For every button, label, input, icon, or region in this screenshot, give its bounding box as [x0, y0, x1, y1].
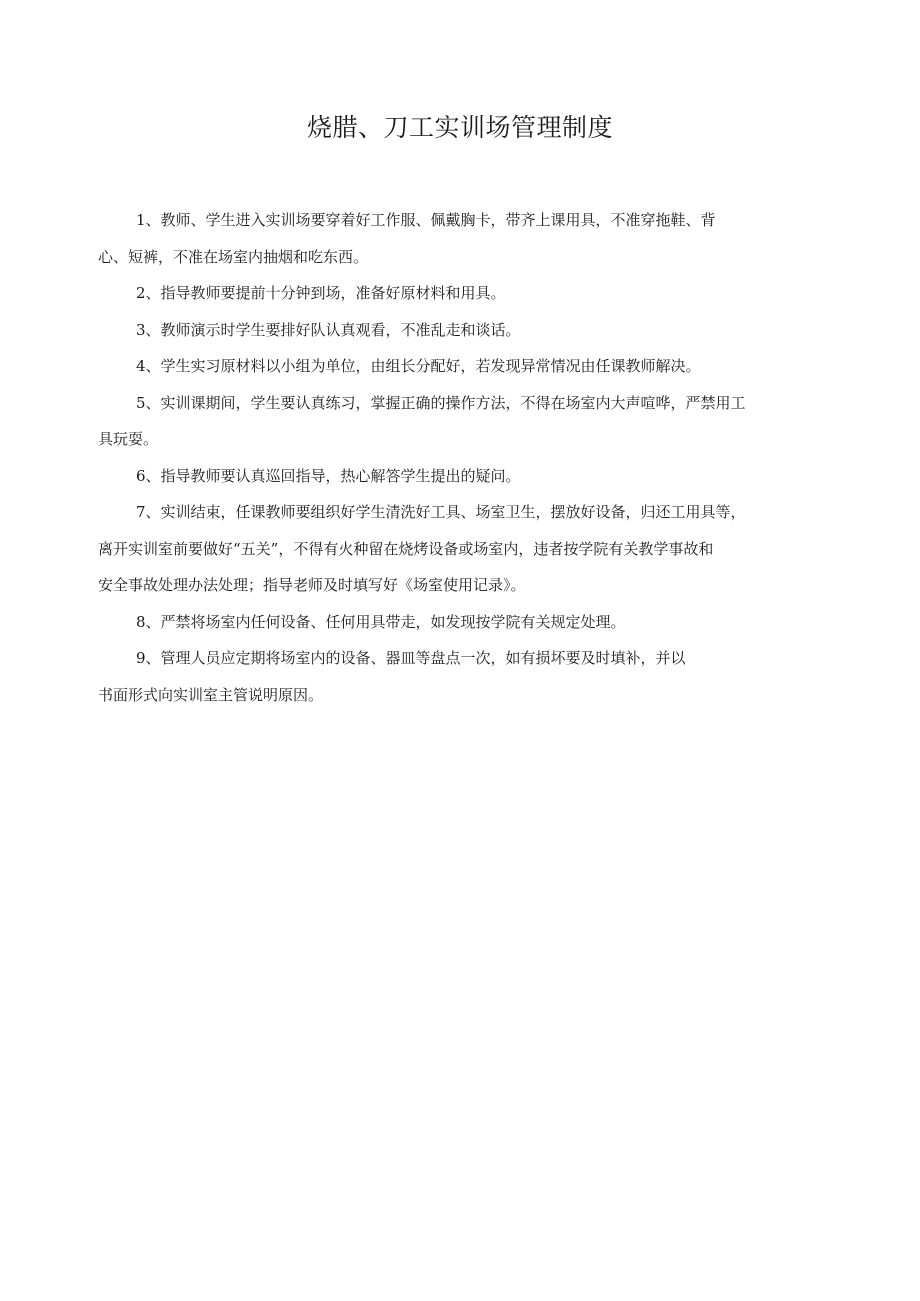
rule-line: 4、学生实习原材料以小组为单位，由组长分配好，若发现异常情况由任课教师解决。 — [136, 357, 701, 375]
rule-line: 安全事故处理办法处理；指导老师及时填写好《场室使用记录》。 — [98, 576, 526, 594]
rule-item-1 — [98, 202, 838, 275]
rule-line: 8、严禁将场室内任何设备、任何用具带走，如发现按学院有关规定处理。 — [136, 612, 626, 631]
rule-line: 书面形式向实训室主管说明原因。 — [98, 685, 324, 704]
rules-list — [98, 202, 838, 713]
rule-item-2 — [98, 275, 838, 312]
rule-item-6 — [98, 458, 838, 495]
rule-line: 3、教师演示时学生要排好队认真观看，不准乱走和谈话。 — [136, 320, 521, 339]
rule-line: 5、实训课期间，学生要认真练习，掌握正确的操作方法，不得在场室内大声喧哗，严禁用工 — [136, 393, 746, 412]
rule-line: 6、指导教师要认真巡回指导，热心解答学生提出的疑问。 — [136, 466, 521, 485]
rule-line: 9、管理人员应定期将场室内的设备、器皿等盘点一次，如有损坏要及时填补，并以 — [136, 649, 686, 667]
rule-item-5 — [98, 385, 838, 458]
rule-line: 具玩耍。 — [98, 430, 159, 448]
document-title: 烧腊、刀工实训场管理制度 — [306, 113, 613, 142]
rule-item-8 — [98, 604, 838, 641]
rule-item-3 — [98, 312, 838, 349]
rule-line: 心、短裤，不准在场室内抽烟和吃东西。 — [98, 247, 369, 266]
rule-line: 7、实训结束，任课教师要组织好学生清洗好工具、场室卫生，摆放好设备，归还工用具等， — [136, 503, 746, 521]
rule-item-4 — [98, 348, 838, 385]
rule-item-7 — [98, 494, 838, 604]
rule-line: 1、教师、学生进入实训场要穿着好工作服、佩戴胸卡，带齐上课用具，不准穿拖鞋、背 — [136, 211, 716, 229]
rule-line: 2、指导教师要提前十分钟到场，准备好原材料和用具。 — [136, 284, 506, 302]
rule-item-9 — [98, 640, 838, 713]
rule-line: 离开实训室前要做好“五关”，不得有火种留在烧烤设备或场室内，违者按学院有关教学事故和 — [98, 539, 714, 558]
